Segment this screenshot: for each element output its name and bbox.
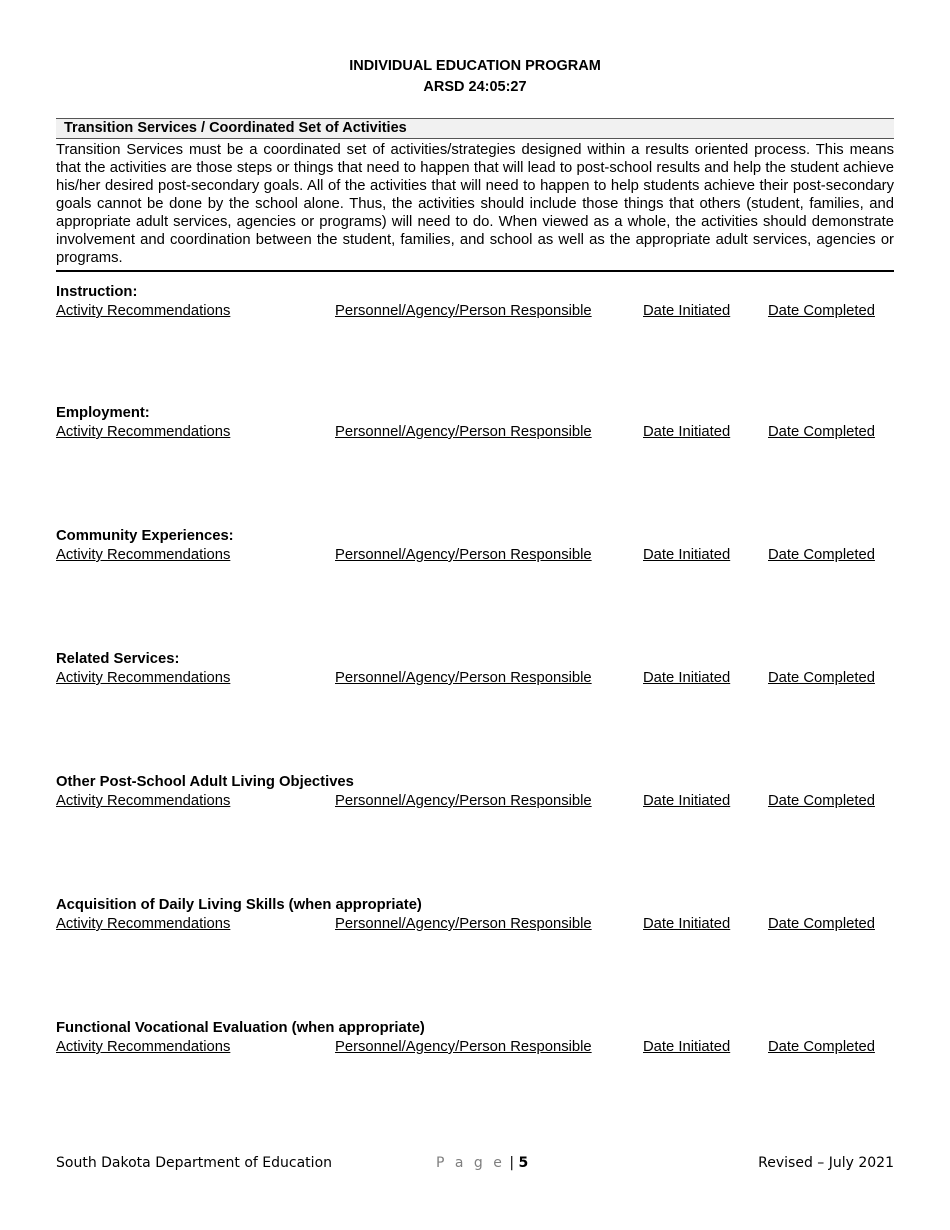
column-headers — [56, 545, 894, 565]
document-header — [56, 56, 894, 98]
block-title: Instruction: — [56, 284, 138, 300]
document-subtitle: ARSD 24:05:27 — [423, 79, 527, 95]
col-activity: Activity Recommendations — [56, 670, 231, 686]
column-headers — [56, 301, 894, 321]
col-date-completed: Date Completed — [768, 424, 875, 440]
col-date-initiated: Date Initiated — [643, 424, 731, 440]
block-community-experiences — [56, 527, 894, 565]
block-title: Other Post-School Adult Living Objectives — [56, 774, 354, 790]
col-date-completed: Date Completed — [768, 1039, 875, 1055]
column-headers — [56, 914, 894, 934]
col-date-initiated: Date Initiated — [643, 547, 731, 563]
block-title: Employment: — [56, 405, 150, 421]
col-date-initiated: Date Initiated — [643, 1039, 731, 1055]
section-intro: Transition Services must be a coordinated set of activities/strategies designed within a results oriented process. This means that the activities are those steps or things that need to happen that will lead to post-school results and help the student achieve his/her desired post-secondary goals. All of the activities that will need to happen to help students achieve their post-secondary goals cannot be done by the school alone. Thus, the activities should include those things that others (student, families, and appropriate adult services, agencies or programs) will need to do. When viewed as a whole, the activities should demonstrate involvement and coordination between the student, families, and school as well as the appropriate adult services, agencies or programs. — [56, 142, 894, 266]
document-title: INDIVIDUAL EDUCATION PROGRAM — [349, 58, 601, 74]
block-daily-living-skills — [56, 896, 894, 934]
col-activity: Activity Recommendations — [56, 424, 231, 440]
col-date-completed: Date Completed — [768, 547, 875, 563]
col-personnel: Personnel/Agency/Person Responsible — [335, 670, 592, 686]
col-date-completed: Date Completed — [768, 916, 875, 932]
block-title: Related Services: — [56, 651, 180, 667]
col-date-initiated: Date Initiated — [643, 303, 731, 319]
block-instruction — [56, 283, 894, 321]
col-activity: Activity Recommendations — [56, 1039, 231, 1055]
column-headers — [56, 1037, 894, 1057]
footer-page-label: P a g e — [436, 1155, 505, 1171]
col-date-initiated: Date Initiated — [643, 793, 731, 809]
column-headers — [56, 668, 894, 688]
footer-revision: Revised – July 2021 — [758, 1155, 894, 1171]
block-adult-living — [56, 773, 894, 811]
col-activity: Activity Recommendations — [56, 916, 231, 932]
col-activity: Activity Recommendations — [56, 303, 231, 319]
footer-page-number: 5 — [518, 1155, 529, 1171]
page-footer — [56, 1153, 894, 1173]
block-employment — [56, 404, 894, 442]
col-date-completed: Date Completed — [768, 793, 875, 809]
col-date-initiated: Date Initiated — [643, 670, 731, 686]
section-heading: Transition Services / Coordinated Set of Activities — [56, 118, 894, 139]
col-personnel: Personnel/Agency/Person Responsible — [335, 424, 592, 440]
col-activity: Activity Recommendations — [56, 793, 231, 809]
section-divider — [56, 270, 894, 272]
col-date-completed: Date Completed — [768, 670, 875, 686]
col-personnel: Personnel/Agency/Person Responsible — [335, 303, 592, 319]
block-title: Acquisition of Daily Living Skills (when appropriate) — [56, 897, 422, 913]
block-vocational-evaluation — [56, 1019, 894, 1057]
block-title: Functional Vocational Evaluation (when appropriate) — [56, 1020, 425, 1036]
column-headers — [56, 791, 894, 811]
col-date-completed: Date Completed — [768, 303, 875, 319]
block-related-services — [56, 650, 894, 688]
block-title: Community Experiences: — [56, 528, 234, 544]
col-personnel: Personnel/Agency/Person Responsible — [335, 547, 592, 563]
column-headers — [56, 422, 894, 442]
col-personnel: Personnel/Agency/Person Responsible — [335, 916, 592, 932]
footer-department: South Dakota Department of Education — [56, 1155, 333, 1171]
col-personnel: Personnel/Agency/Person Responsible — [335, 1039, 592, 1055]
footer-separator: | — [509, 1155, 515, 1171]
col-activity: Activity Recommendations — [56, 547, 231, 563]
col-date-initiated: Date Initiated — [643, 916, 731, 932]
footer-page-indicator — [436, 1153, 528, 1173]
col-personnel: Personnel/Agency/Person Responsible — [335, 793, 592, 809]
